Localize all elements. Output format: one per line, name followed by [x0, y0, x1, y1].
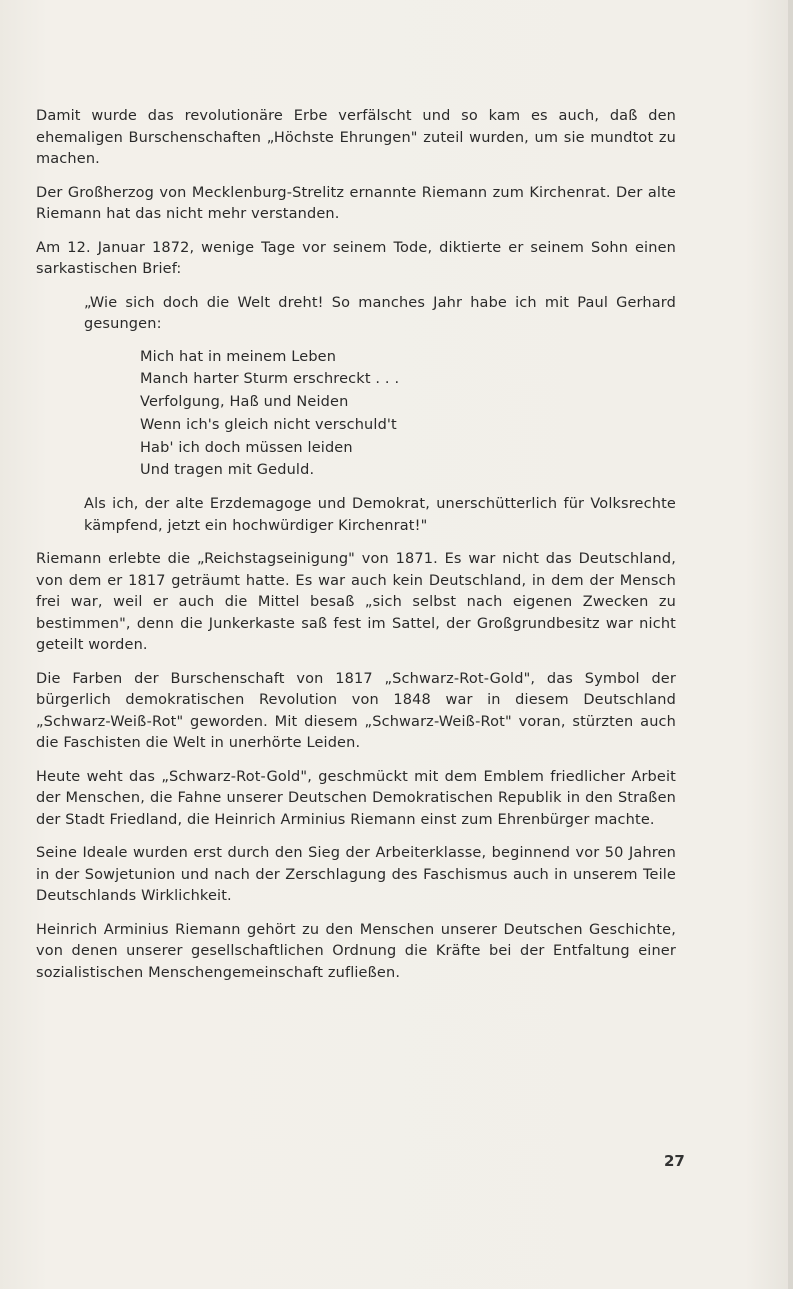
poem-line: Manch harter Sturm erschreckt . . .	[140, 371, 400, 388]
poem	[140, 346, 676, 483]
paragraph-2: Der Großherzog von Mecklenburg-Strelitz ernannte Riemann zum Kirchenrat. Der alte Riemann hat das nicht mehr verstanden.	[36, 184, 676, 222]
quote-outro: Als ich, der alte Erzdemagoge und Demokrat, unerschütterlich für Volksrechte kämpfend, jetzt ein hochwürdiger Kirchenrat!"	[84, 496, 676, 534]
poem-line: Verfolgung, Haß und Neiden	[140, 394, 349, 411]
body-text	[36, 106, 676, 996]
paragraph-3: Am 12. Januar 1872, wenige Tage vor seinem Tode, diktierte er seinem Sohn einen sarkastischen Brief:	[36, 239, 676, 277]
paragraph-7: Seine Ideale wurden erst durch den Sieg der Arbeiterklasse, beginnend vor 50 Jahren in der Sowjetunion und nach der Zerschlagung des Faschismus auch in unserem Teile Deutschlands Wirklichkeit.	[36, 845, 676, 905]
page-number: 27	[664, 1152, 685, 1170]
poem-line: Wenn ich's gleich nicht verschuld't	[140, 416, 397, 433]
paragraph-1: Damit wurde das revolutionäre Erbe verfälscht und so kam es auch, daß den ehemaligen Burschenschaften „Höchste Ehrungen" zuteil wurden, um sie mundtot zu machen.	[36, 108, 676, 167]
paragraph-6: Heute weht das „Schwarz-Rot-Gold", geschmückt mit dem Emblem friedlicher Arbeit der Menschen, die Fahne unserer Deutschen Demokratischen Republik in den Straßen der Stadt Friedland, die Heinrich Arminius Riemann einst zum Ehrenbürger machte.	[36, 768, 676, 828]
page-edge	[788, 0, 793, 1289]
letter-quote	[84, 293, 676, 538]
poem-line: Hab' ich doch müssen leiden	[140, 439, 353, 456]
poem-line: Mich hat in meinem Leben	[140, 348, 337, 365]
paragraph-5: Die Farben der Burschenschaft von 1817 „Schwarz-Rot-Gold", das Symbol der bürgerlich demokratischen Revolution von 1848 war in diesem Deutschland „Schwarz-Weiß-Rot" geworden. Mit diesem „Schwarz-Weiß-Rot" voran, stürzten auch die Faschisten die Welt in unerhörte Leiden.	[36, 670, 676, 752]
paragraph-4: Riemann erlebte die „Reichstagseinigung" von 1871. Es war nicht das Deutschland, von dem er 1817 geträumt hatte. Es war auch kein Deutschland, in dem der Mensch frei war, weil er auch die Mittel besaß „sich selbst nach eigenen Zwecken zu bestimmen", denn die Junkerkaste saß fest im Sattel, der Großgrundbesitz war nicht geteilt worden.	[36, 551, 676, 654]
quote-intro: „Wie sich doch die Welt dreht! So manches Jahr habe ich mit Paul Gerhard gesungen:	[84, 294, 676, 332]
poem-line: Und tragen mit Geduld.	[140, 462, 315, 479]
paragraph-8: Heinrich Arminius Riemann gehört zu den Menschen unserer Deutschen Geschichte, von denen unserer gesellschaftlichen Ordnung die Kräfte bei der Entfaltung einer sozialistischen Menschengemeinschaft zufließen.	[36, 921, 676, 981]
